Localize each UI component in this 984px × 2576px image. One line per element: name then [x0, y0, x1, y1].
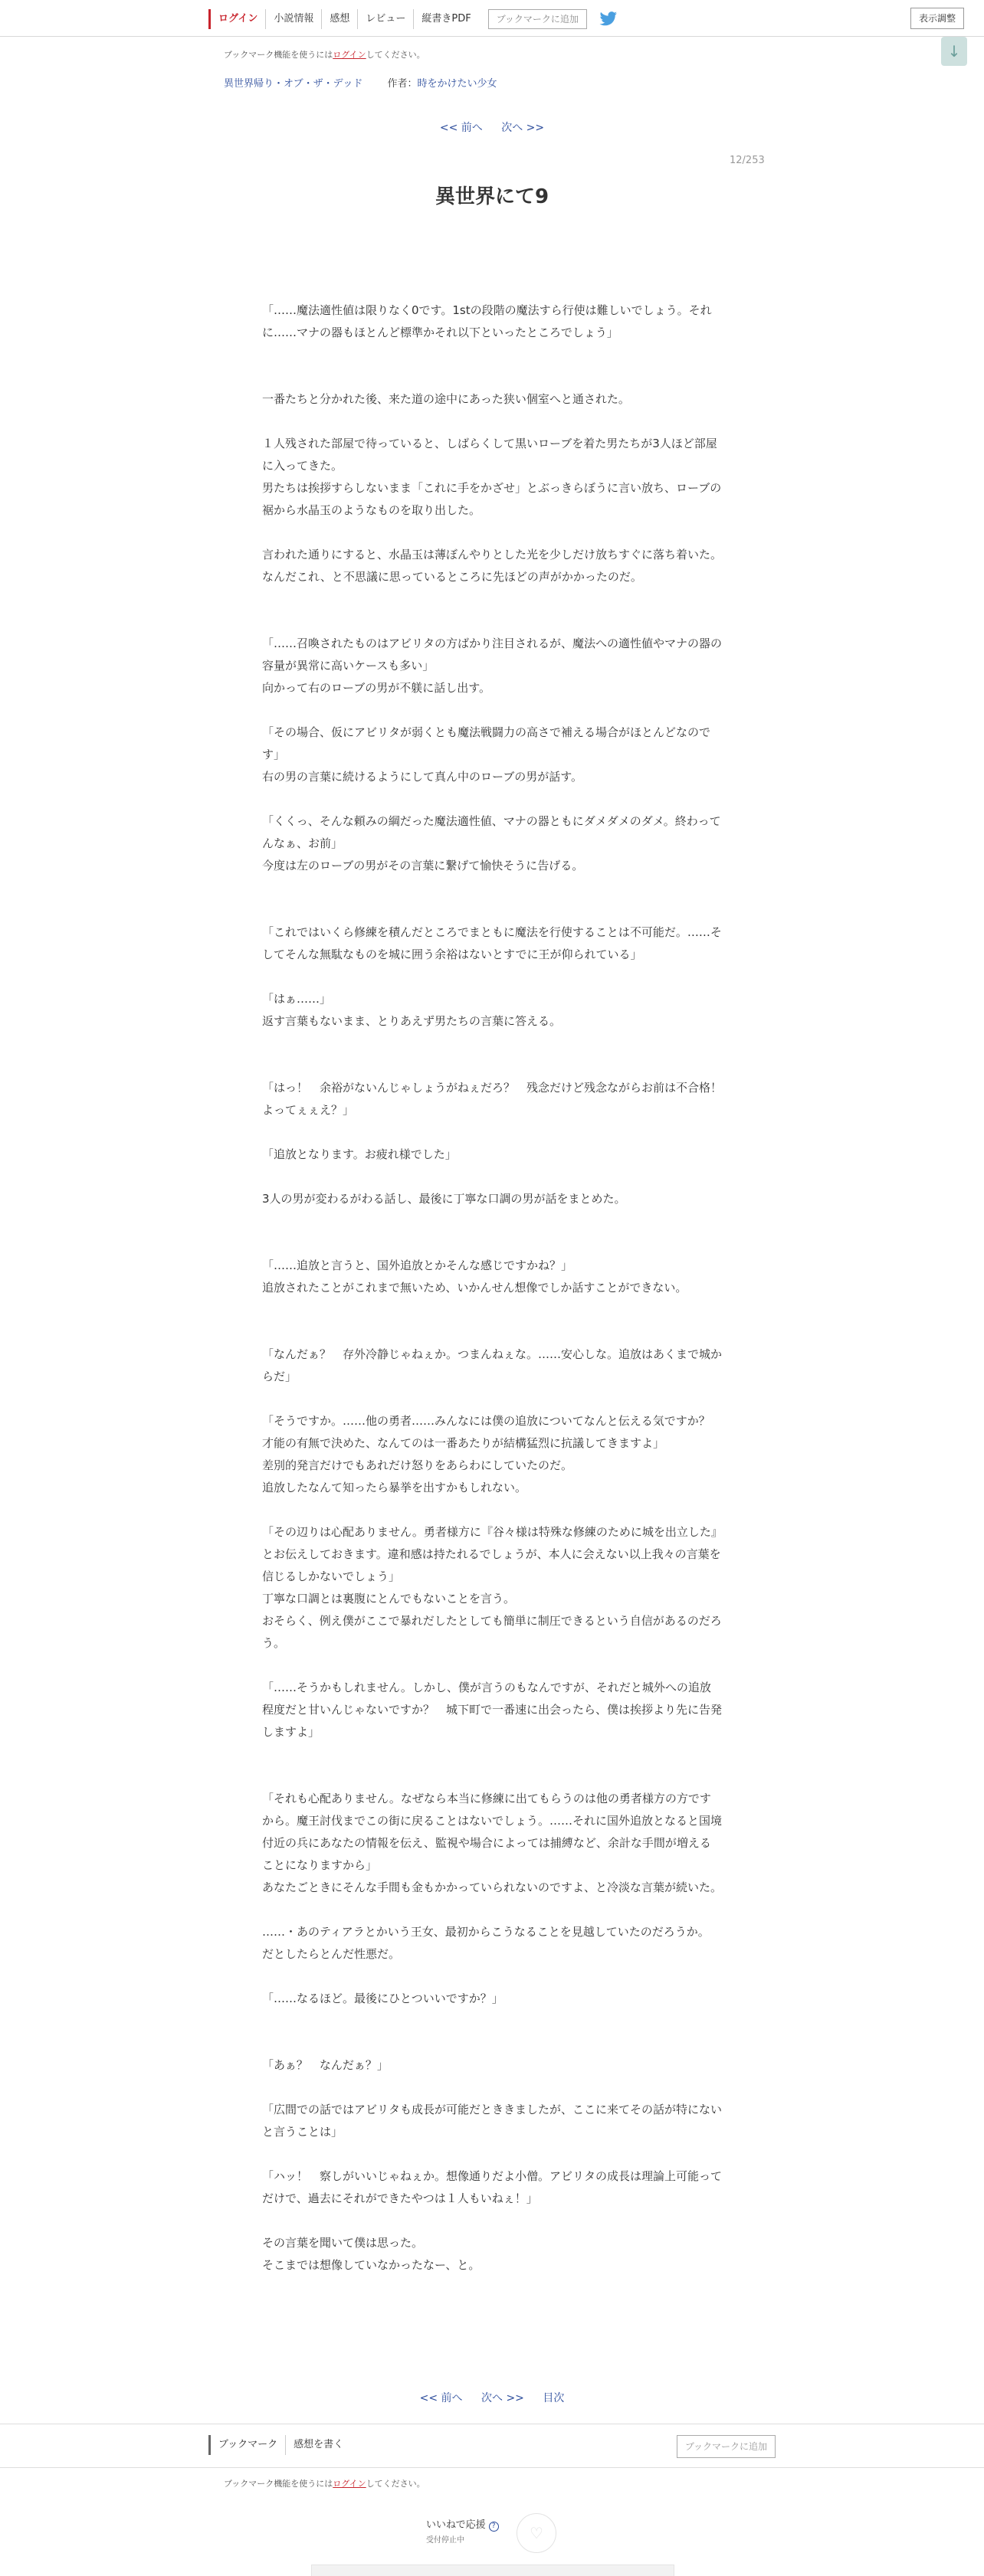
like-label [426, 2516, 499, 2532]
body-paragraph [262, 1766, 722, 1788]
like-label-text: いいねで応援 [426, 2519, 486, 2531]
body-paragraph: 「その場合、仮にアビリタが弱くとも魔法戦闘力の高さで補える場合がほとんどなのです」 [262, 725, 711, 761]
body-paragraph: 「これではいくら修練を積んだところでまともに魔法を行使することは不可能だ。……そしてそんな無駄なものを城に囲う余裕はないとすでに王が仰られている」 [262, 925, 722, 961]
body-paragraph [262, 788, 722, 810]
nav-reviews[interactable]: レビュー [357, 9, 413, 29]
body-paragraph: 「それも心配ありません。なぜなら本当に修練に出てもらうのは他の勇者様方の方ですから。魔王討伐までこの街に戻ることはないでしょう。……それに国外追放となると国境付近の兵にあなたの情報を伝え、監視や場合によっては捕縛など、余計な手間が増えることになりますから」 [262, 1792, 723, 1872]
body-paragraph [262, 1232, 722, 1255]
body-paragraph [262, 1388, 722, 1410]
body-paragraph: 「……なるほど。最後にひとついいですか？」 [262, 1992, 503, 2005]
footer-write-impression[interactable]: 感想を書く [285, 2435, 351, 2455]
login-notice-bottom [224, 2477, 425, 2489]
body-paragraph [262, 2032, 722, 2054]
author-label: 作者： [387, 78, 418, 90]
chapter-title: 異世界にて9 [435, 185, 549, 208]
body-paragraph [262, 1966, 722, 1988]
body-paragraph: 「その辺りは心配ありません。勇者様方に『谷々様は特殊な修練のために城を出立した』とお伝えしておきます。違和感は持たれるでしょうが、本人に会えない以上我々の言葉を信じるしかないでしょう」 [262, 1525, 721, 1583]
body-paragraph: 「そうですか。……他の勇者……みんなには僕の追放についてなんと伝える気ですか？ 才能の有無で決めた、なんてのは一番あたりが結構猛烈に抗議してきますよ」 [262, 1414, 722, 1450]
body-paragraph [262, 1743, 722, 1766]
body-paragraph: 追放したなんて知ったら暴挙を出すかもしれない。 [262, 1481, 527, 1494]
body-paragraph [262, 1033, 722, 1055]
body-paragraph [262, 1166, 722, 1188]
body-paragraph: 返す言葉もないまま、とりあえず男たちの言葉に答える。 [262, 1014, 562, 1028]
prev-link-bottom[interactable]: << 前へ [419, 2392, 463, 2404]
series-info [224, 75, 497, 90]
body-paragraph: 「……魔法適性値は限りなく0です。1stの段階の魔法すら行使は難しいでしょう。それに……マナの器もほとんど標準かそれ以下といったところでしょう」 [262, 303, 712, 339]
login-notice [224, 48, 425, 61]
notice-login-link[interactable]: ログイン [333, 50, 366, 60]
body-paragraph [262, 877, 722, 899]
series-title-link[interactable]: 異世界帰り・オブ・ザ・デッド [224, 78, 363, 90]
body-paragraph [262, 1655, 722, 1677]
body-paragraph [262, 1210, 722, 1232]
bookmark-add-button-bottom[interactable]: ブックマークに追加 [677, 2435, 776, 2458]
top-header [0, 0, 984, 37]
body-paragraph [262, 1321, 722, 1344]
body-paragraph [262, 411, 722, 433]
body-paragraph: 「はっ！ 余裕がないんじゃしょうがねぇだろ？ 残念だけど残念ながらお前は不合格！ よってぇぇえ？」 [262, 1081, 734, 1117]
next-link[interactable]: 次へ >> [501, 122, 545, 134]
body-paragraph: 「はぁ……」 [262, 992, 332, 1006]
body-paragraph: 3人の男が変わるがわる話し、最後に丁寧な口調の男が話をまとめた。 [262, 1192, 626, 1206]
body-paragraph [262, 1499, 722, 1521]
body-paragraph: 「……そうかもしれません。しかし、僕が言うのもなんですが、それだと城外への追放程度だと甘いんじゃないですか？ 城下町で一番速に出会ったら、僕は挨拶より先に告発しますよ」 [262, 1681, 723, 1739]
body-paragraph: 「ハッ！ 察しがいいじゃねぇか。想像通りだよ小僧。アビリタの成長は理論上可能ってだけで、過去にそれができたやつは１人もいねぇ！」 [262, 2169, 723, 2205]
next-section-edge [311, 2565, 674, 2576]
body-paragraph [262, 277, 722, 299]
body-paragraph: １人残された部屋で待っていると、しばらくして黒いローブを着た男たちが3人ほど部屋に入ってきた。 [262, 437, 717, 473]
notice-suffix: してください。 [366, 50, 425, 60]
footer-bar [0, 2424, 984, 2468]
bottom-pager [0, 2390, 984, 2405]
page-count: 12/253 [730, 155, 765, 166]
nav-novel-info[interactable]: 小説情報 [265, 9, 321, 29]
novel-body [262, 277, 734, 2277]
body-paragraph: 「追放となります。お疲れ様でした」 [262, 1147, 457, 1161]
body-paragraph: 「あぁ？ なんだぁ？」 [262, 2058, 389, 2072]
body-paragraph: 言われた通りにすると、水晶玉は薄ぼんやりとした光を少しだけ放ちすぐに落ち着いた。 [262, 548, 723, 561]
twitter-icon[interactable] [599, 11, 618, 27]
body-paragraph: その言葉を聞いて僕は思った。 [262, 2236, 424, 2250]
body-paragraph: 追放されたことがこれまで無いため、いかんせん想像でしか話すことができない。 [262, 1281, 687, 1295]
body-paragraph: 今度は左のローブの男がその言葉に繋げて愉快そうに告げる。 [262, 859, 584, 872]
body-paragraph [262, 1121, 722, 1144]
body-paragraph [262, 966, 722, 988]
body-paragraph: 向かって右のローブの男が不躾に話し出す。 [262, 681, 491, 695]
body-paragraph [262, 2210, 722, 2232]
body-paragraph [262, 344, 722, 366]
scroll-down-button[interactable]: ↓ [941, 37, 967, 66]
body-paragraph: だとしたらとんだ性悪だ。 [262, 1947, 401, 1961]
body-paragraph: 一番たちと分かれた後、来た道の途中にあった狭い個室へと通された。 [262, 392, 630, 406]
nav-impressions[interactable]: 感想 [321, 9, 357, 29]
notice-prefix-bottom: ブックマーク機能を使うには [224, 2479, 333, 2489]
body-paragraph: 「くくっ、そんな頼みの綱だった魔法適性値、マナの器ともにダメダメのダメ。終わってんなぁ、お前」 [262, 814, 721, 850]
body-paragraph: あなたごときにそんな手間も金もかかっていられないのですよ、と冷淡な言葉が続いた。 [262, 1880, 723, 1894]
footer-bookmark[interactable]: ブックマーク [208, 2435, 285, 2455]
prev-link[interactable]: << 前へ [439, 122, 483, 134]
footer-nav [208, 2435, 351, 2455]
heart-icon[interactable]: ♡ [517, 2513, 556, 2553]
body-paragraph [262, 1899, 722, 1921]
like-status: 受付停止中 [426, 2536, 464, 2545]
body-paragraph: なんだこれ、と不思議に思っているところに先ほどの声がかかったのだ。 [262, 570, 642, 584]
nav-login[interactable]: ログイン [208, 9, 265, 29]
body-paragraph [262, 699, 722, 722]
body-paragraph [262, 2143, 722, 2165]
body-paragraph [262, 1055, 722, 1077]
nav-vertical-pdf[interactable]: 縦書きPDF [413, 9, 478, 29]
body-paragraph [262, 610, 722, 633]
notice-prefix: ブックマーク機能を使うには [224, 50, 333, 60]
body-paragraph: 「なんだぁ？ 存外冷静じゃねぇか。つまんねぇな。……安心しな。追放はあくまで城からだ」 [262, 1347, 723, 1383]
bookmark-add-button[interactable]: ブックマークに追加 [488, 9, 587, 29]
next-link-bottom[interactable]: 次へ >> [481, 2392, 524, 2404]
toc-link[interactable]: 目次 [543, 2392, 565, 2404]
body-paragraph [262, 899, 722, 921]
body-paragraph: 「……召喚されたものはアビリタの方ばかり注目されるが、魔法への適性値やマナの器の容量が異常に高いケースも多い」 [262, 637, 723, 673]
author-link[interactable]: 時をかけたい少女 [417, 78, 497, 90]
body-paragraph: 右の男の言葉に続けるようにして真ん中のローブの男が話す。 [262, 770, 583, 784]
body-paragraph: 差別的発言だけでもあれだけ怒りをあらわにしていたのだ。 [262, 1458, 573, 1472]
body-paragraph: そこまでは想像していなかったなー、と。 [262, 2258, 481, 2272]
top-nav [208, 8, 618, 31]
notice-suffix-bottom: してください。 [366, 2479, 425, 2489]
body-paragraph [262, 1299, 722, 1321]
body-paragraph: ……・あのティアラとかいう王女、最初からこうなることを見越していたのだろうか。 [262, 1925, 710, 1939]
body-paragraph [262, 366, 722, 388]
body-paragraph: 「広間での話ではアビリタも成長が可能だとききましたが、ここに来てその話が特にないと言うことは」 [262, 2103, 723, 2139]
body-paragraph: 男たちは挨拶すらしないまま「これに手をかざせ」とぶっきらぼうに言い放ち、ローブの裾から水晶玉のようなものを取り出した。 [262, 481, 722, 517]
body-paragraph [262, 2010, 722, 2032]
help-icon[interactable]: ? [489, 2522, 499, 2532]
like-area [426, 2513, 564, 2556]
body-paragraph [262, 2077, 722, 2099]
notice-login-link-bottom[interactable]: ログイン [333, 2479, 366, 2489]
body-paragraph: おそらく、例え僕がここで暴れだしたとしても簡単に制圧できるという自信があるのだろう。 [262, 1614, 722, 1650]
top-pager [0, 119, 984, 135]
body-paragraph: 丁寧な口調とは裏腹にとんでもないことを言う。 [262, 1592, 516, 1605]
body-paragraph [262, 588, 722, 610]
display-settings-button[interactable]: 表示調整 [910, 8, 964, 29]
body-paragraph [262, 522, 722, 544]
body-paragraph: 「……追放と言うと、国外追放とかそんな感じですかね？」 [262, 1259, 573, 1272]
